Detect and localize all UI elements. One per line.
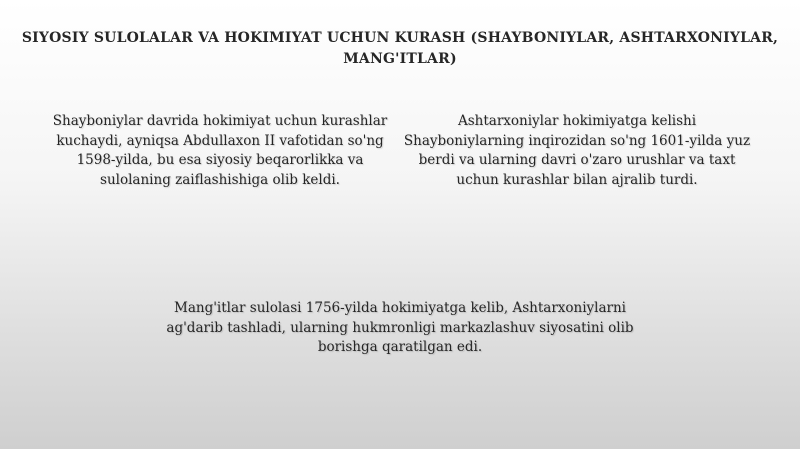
paragraph-mangitlar: Mang'itlar sulolasi 1756-yilda hokimiyatga kelib, Ashtarxoniylarni ag'darib tashladi, ularning hukmronligi markazlashuv siyosatini olib borishga qaratilgan edi. <box>166 300 634 355</box>
paragraph-shayboniylar: Shayboniylar davrida hokimiyat uchun kurashlar kuchaydi, ayniqsa Abdullaxon II vafotidan so'ng 1598-yilda, bu esa siyosiy beqarorlikka va sulolaning zaiflashishiga olib keldi. <box>52 113 388 188</box>
paragraph-ashtarxoniylar: Ashtarxoniylar hokimiyatga kelishi Shayboniylarning inqirozidan so'ng 1601-yilda yuz berdi va ularning davri o'zaro urushlar va taxt uchun kurashlar bilan ajralib turdi. <box>403 113 751 188</box>
slide-title: SIYOSIY SULOLALAR VA HOKIMIYAT UCHUN KURASH (SHAYBONIYLAR, ASHTARXONIYLAR, MANG'ITLAR) <box>21 30 779 67</box>
